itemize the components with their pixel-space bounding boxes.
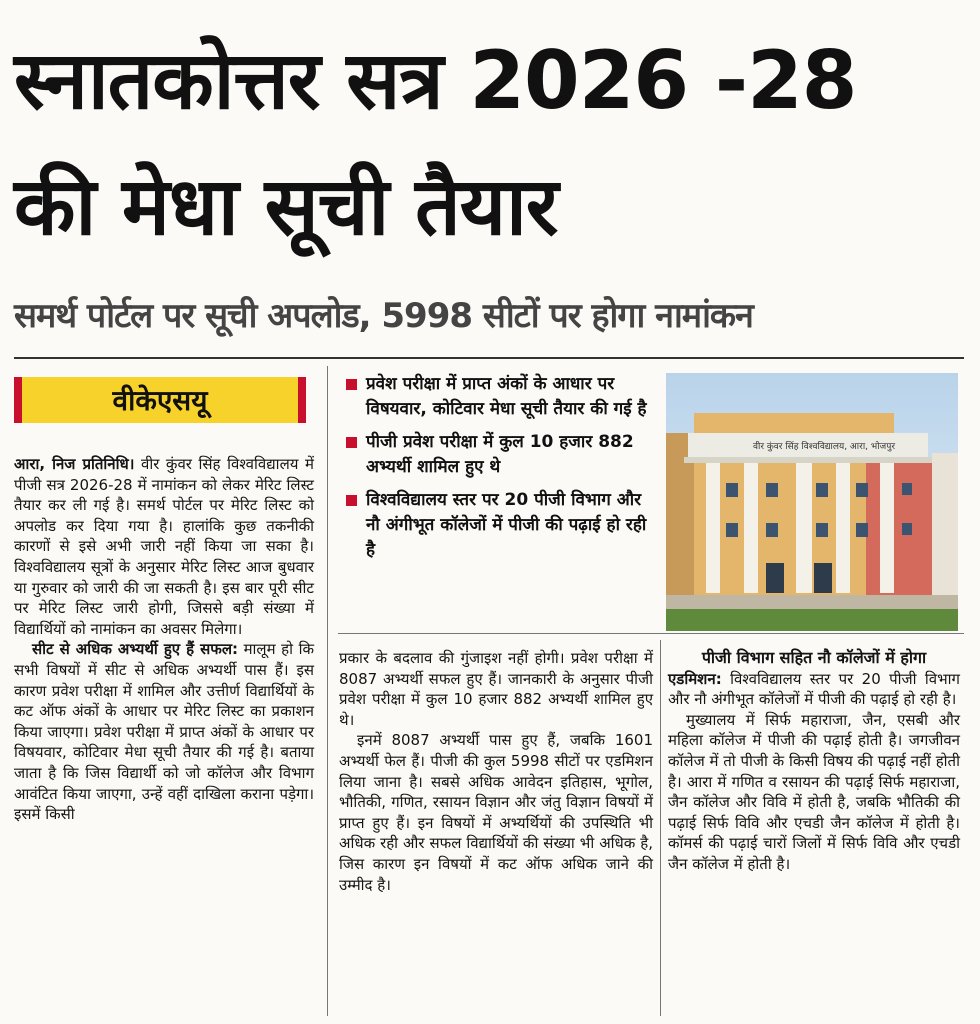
article-column-3 bbox=[668, 648, 960, 875]
square-bullet-icon bbox=[346, 379, 357, 390]
photo-bottom-divider bbox=[338, 633, 964, 634]
building-illustration bbox=[666, 373, 958, 631]
column-divider-1 bbox=[327, 366, 328, 1016]
article-column-2 bbox=[339, 648, 653, 895]
column1-para1: वीर कुंवर सिंह विश्वविद्यालय में पीजी सत्र 2026-28 में नामांकन को लेकर मेरिट लिस्ट तैयार कर ली गई है। समर्थ पोर्टल पर मेरिट लिस्ट को अपलोड कर दिया गया है। हालांकि कुछ तकनीकी कारणों से इसे अभी जारी नहीं किया जा सका है। विश्वविद्यालय सूत्रों के अनुसार मेरिट लिस्ट आज बुधवार या गुरुवार को जारी की जा सकती है। इस बार पूरी सीट पर मेरिट लिस्ट जारी होगी, जिससे बड़ी संख्या में विद्यार्थियों को नामांकन का अवसर मिलेगा। bbox=[14, 455, 314, 638]
section-tag bbox=[14, 377, 306, 423]
column2-para1: प्रकार के बदलाव की गुंजाइश नहीं होगी। प्रवेश परीक्षा में 8087 अभ्यर्थी सफल हुए हैं। जानकारी के अनुसार पीजी प्रवेश परीक्षा में कुल 10 हजार 882 अभ्यर्थी शामिल हुए थे। bbox=[339, 649, 653, 729]
article-column-1 bbox=[14, 454, 314, 825]
top-divider bbox=[14, 357, 964, 359]
highlights-box bbox=[346, 372, 658, 571]
section-tag-label: वीकेएसयू bbox=[112, 384, 208, 417]
column1-para2: मालूम हो कि सभी विषयों में सीट से अधिक अभ्यर्थी पास हैं। इस कारण प्रवेश परीक्षा में शामिल और उत्तीर्ण विद्यार्थियों के कट ऑफ अंकों के आधार पर मेरिट लिस्ट का प्रकाशन किया जाएगा। प्रवेश परीक्षा में प्राप्त अंकों के आधार पर विषयवार, कोटिवार मेधा सूची तैयार की गई है। बताया जाता है कि जिस विद्यार्थी को जो कॉलेज और विभाग आवंटित किया जाएगा, उन्हें वहीं दाखिला कराना पड़ेगा। इसमें किसी bbox=[14, 640, 314, 824]
subheadline: समर्थ पोर्टल पर सूची अपलोड, 5998 सीटों पर होगा नामांकन bbox=[14, 296, 753, 336]
column3-para1: विश्वविद्यालय स्तर पर 20 पीजी विभाग और नौ अंगीभूत कॉलेजों में पीजी की पढ़ाई हो रही है। bbox=[668, 669, 960, 709]
highlight-item bbox=[346, 430, 658, 480]
column3-subhead: पीजी विभाग सहित नौ कॉलेजों में होगा bbox=[701, 648, 927, 667]
square-bullet-icon bbox=[346, 495, 357, 506]
column3-para2: मुख्यालय में सिर्फ महाराजा, जैन, एसबी और महिला कॉलेज में पीजी की पढ़ाई होती है। जगजीवन कॉलेज में तो पीजी के किसी विषय की पढ़ाई नहीं होती है। आरा में गणित व रसायन की पढ़ाई सिर्फ महाराजा, जैन कॉलेज और विवि में होती है, जबकि भौतिकी की पढ़ाई सिर्फ विवि और एचडी जैन कॉलेज में होती है। कॉमर्स की पढ़ाई चारों जिलों में सिर्फ विवि और एचडी जैन कॉलेज में होती है। bbox=[668, 710, 960, 873]
dateline: आरा, निज प्रतिनिधि। bbox=[14, 455, 135, 473]
highlight-item bbox=[346, 488, 658, 563]
university-building-photo bbox=[666, 373, 958, 631]
highlight-text: प्रवेश परीक्षा में प्राप्त अंकों के आधार पर विषयवार, कोटिवार मेधा सूची तैयार की गई है bbox=[366, 374, 647, 419]
headline: स्नातकोत्तर सत्र 2026 -28 की मेधा सूची तैयार bbox=[14, 34, 857, 253]
column3-lead: एडमिशन: bbox=[668, 669, 722, 688]
column1-subhead: सीट से अधिक अभ्यर्थी हुए हैं सफल: bbox=[32, 640, 238, 659]
highlight-text: पीजी प्रवेश परीक्षा में कुल 10 हजार 882 अभ्यर्थी शामिल हुए थे bbox=[366, 432, 634, 477]
column-divider-2 bbox=[660, 640, 661, 1016]
highlight-text: विश्वविद्यालय स्तर पर 20 पीजी विभाग और नौ अंगीभूत कॉलेजों में पीजी की पढ़ाई हो रही है bbox=[366, 490, 647, 560]
column2-para2: इनमें 8087 अभ्यर्थी पास हुए हैं, जबकि 1601 अभ्यर्थी फेल हैं। पीजी की कुल 5998 सीटों पर एडमिशन लिया जाना है। सबसे अधिक आवेदन इतिहास, भूगोल, भौतिकी, गणित, रसायन विज्ञान और जंतु विज्ञान विषयों में प्राप्त हुए हैं। इन विषयों में अभ्यर्थियों की उपस्थिति भी अधिक रही और सफल विद्यार्थियों की संख्या भी अधिक है, जिस कारण इन विषयों में कट ऑफ अधिक जाने की उम्मीद है। bbox=[339, 731, 653, 894]
highlight-item bbox=[346, 372, 658, 422]
square-bullet-icon bbox=[346, 437, 357, 448]
signboard-text: वीर कुंवर सिंह विश्वविद्यालय, आरा, भोजपुर bbox=[753, 442, 895, 452]
